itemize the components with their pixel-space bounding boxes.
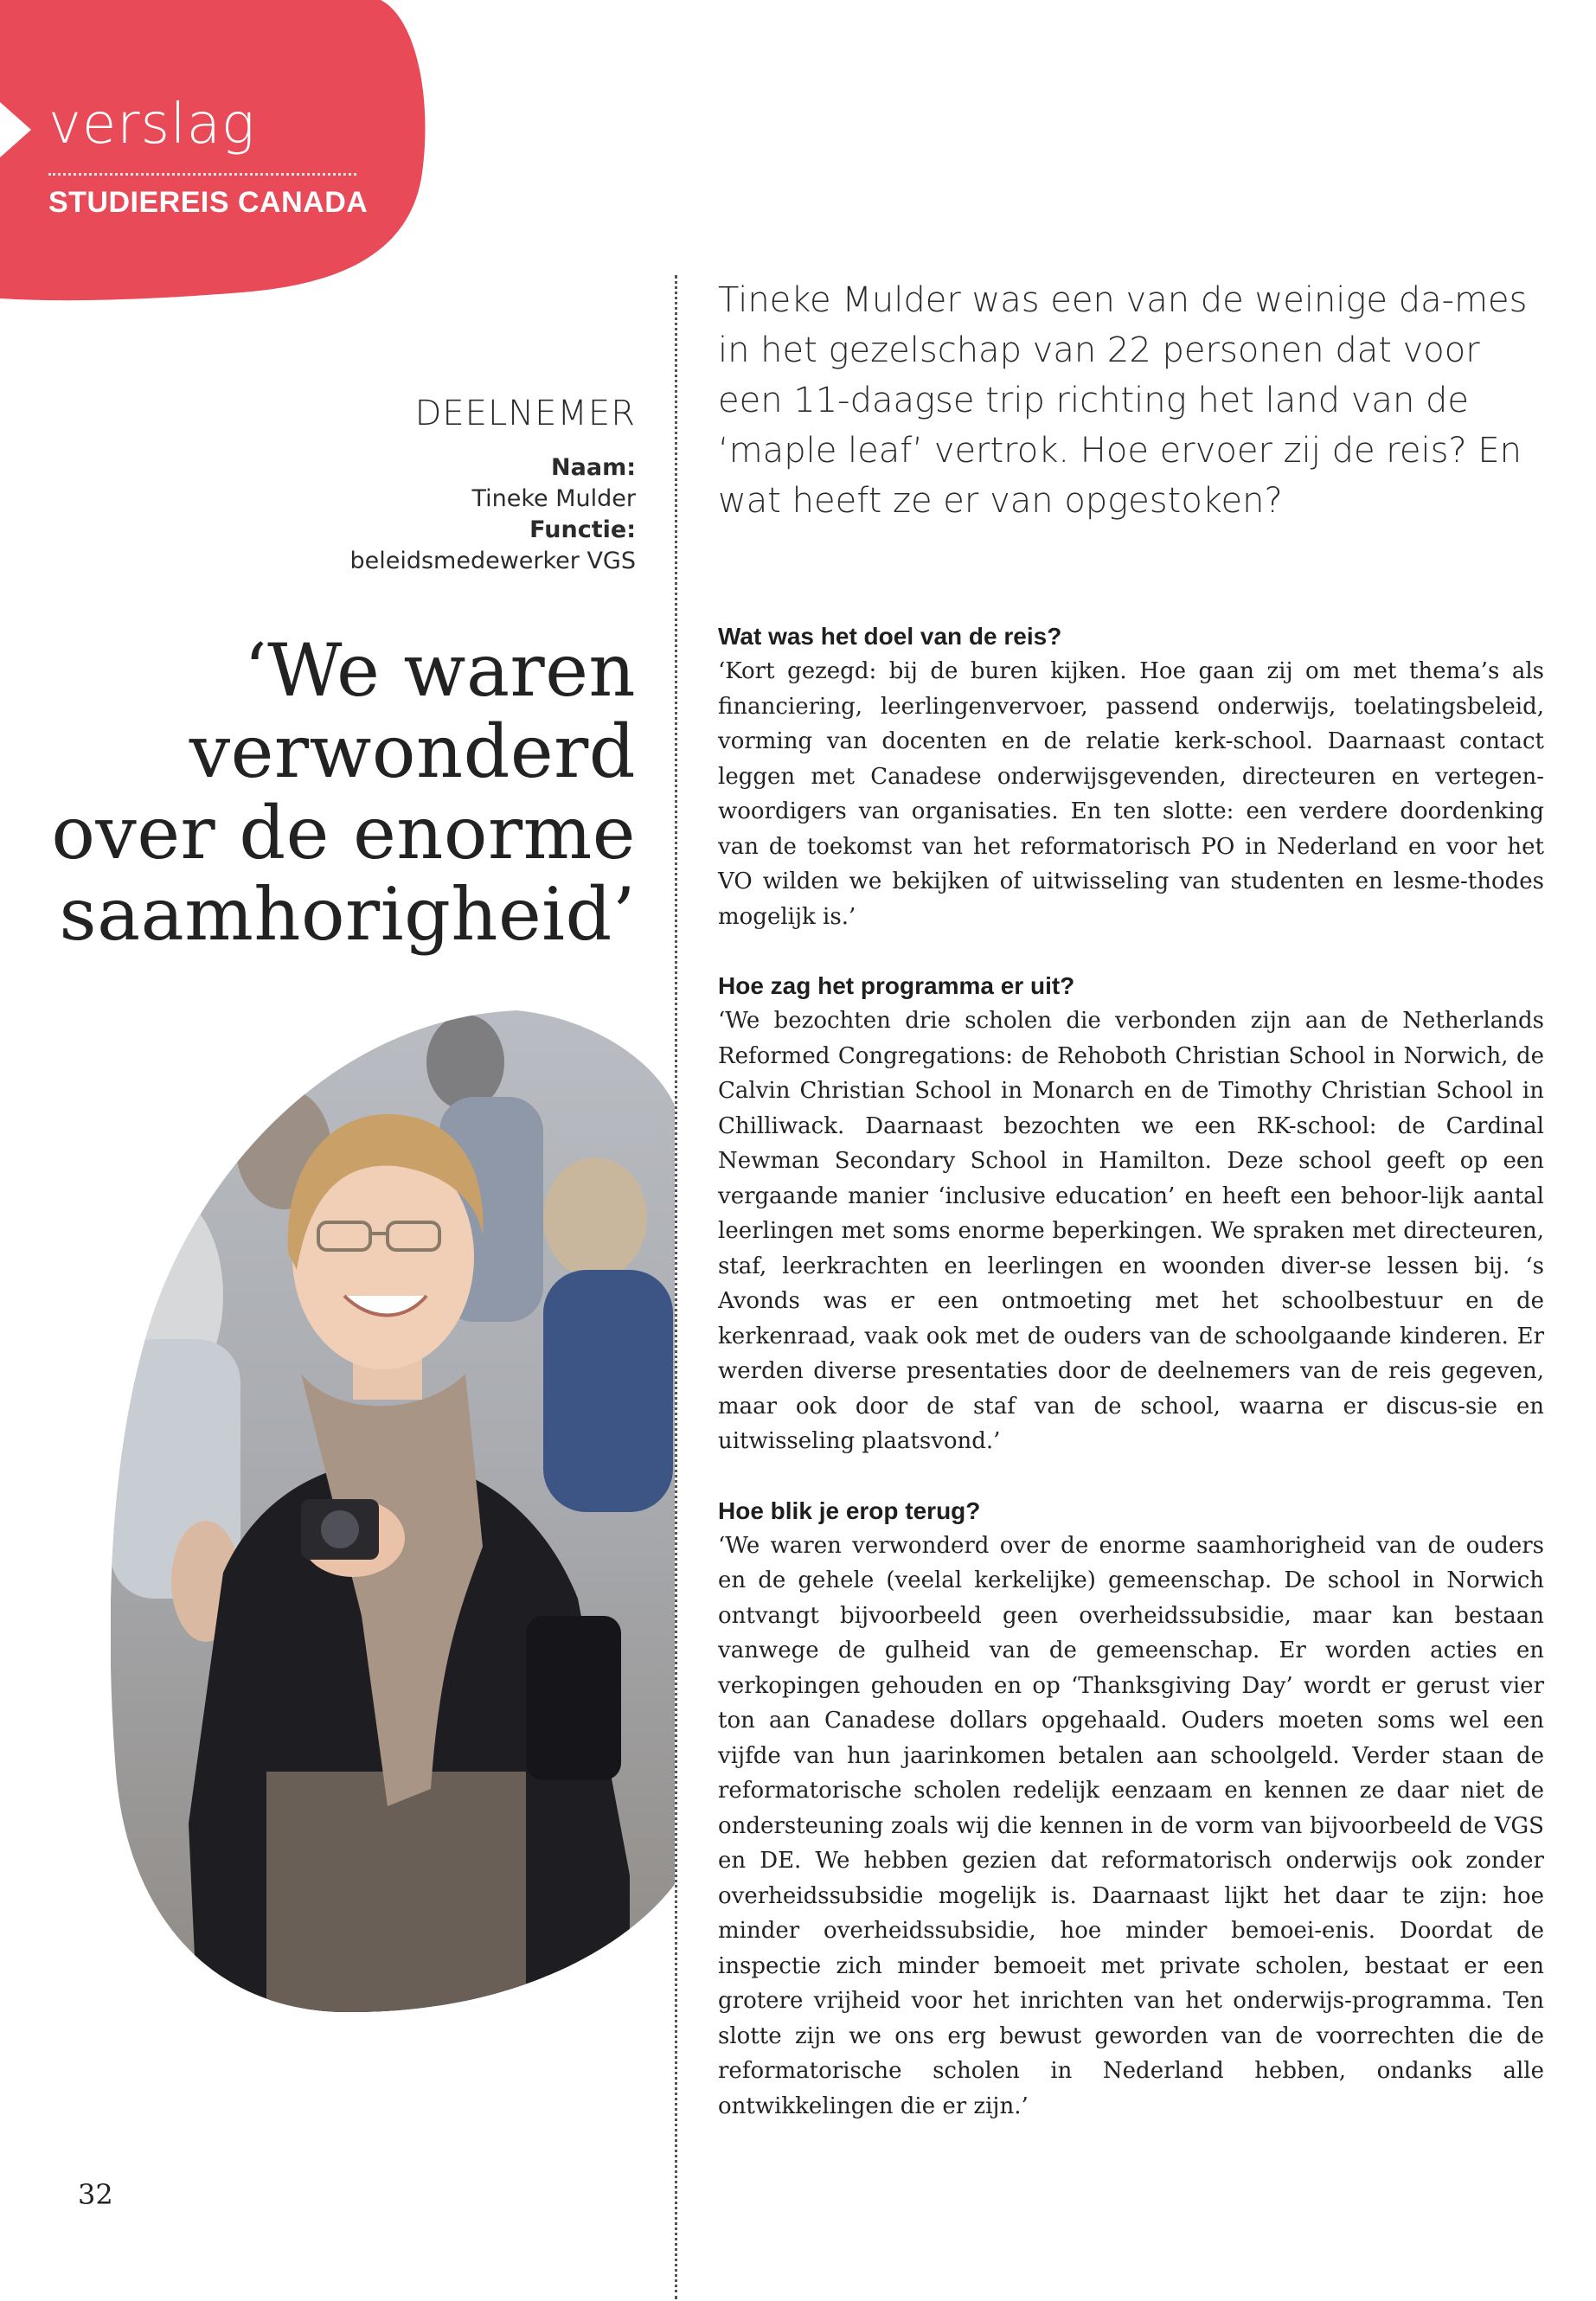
pull-quote	[0, 630, 636, 955]
answer-paragraph: ‘Kort gezegd: bij de buren kijken. Hoe gaan zij om met thema’s als financiering, leerlingenvervoer, passend onderwijs, toelatingsbeleid, vorming van docenten en de relatie kerk-school. Daarnaast contact leggen met Canadese onderwijsgevenden, directeuren en vertegen-woordigers van organisaties. En ten slotte: een verdere doordenking van de toekomst van het reformatorisch PO in Nederland en voor het VO wilden we bekijken of uitwisseling van studenten en lesme-thodes mogelijk is.’	[718, 658, 1544, 930]
question-heading: Hoe blik je erop terug?	[718, 1497, 981, 1524]
article-intro: Tineke Mulder was een van de weinige da-mes in het gezelschap van 22 personen dat voor een 11-daagse trip richting het land van de ‘maple leaf’ vertrok. Hoe ervoer zij de reis? En wat heeft ze er van opgestoken?	[718, 280, 1528, 521]
quote-line: over de enorme	[51, 791, 636, 875]
participant-heading: DEELNEMER	[414, 394, 636, 433]
function-label: Functie:	[529, 516, 636, 543]
portrait-photo	[111, 1010, 675, 2014]
question-heading: Hoe zag het programma er uit?	[718, 972, 1075, 999]
name-label: Naam:	[551, 454, 636, 481]
section-subtitle: STUDIEREIS CANADA	[48, 186, 369, 219]
page-number: 32	[78, 2178, 113, 2211]
article-body	[718, 619, 1544, 2158]
question-heading: Wat was het doel van de reis?	[718, 623, 1062, 650]
quote-line: ‘We waren	[243, 628, 636, 713]
quote-line: verwonderd	[189, 709, 636, 794]
column-divider	[675, 275, 677, 2299]
quote-line: saamhorigheid’	[59, 872, 636, 957]
header-divider	[48, 173, 356, 176]
participant-function: beleidsmedewerker VGS	[349, 548, 636, 574]
answer-paragraph: ‘We bezochten drie scholen die verbonden zijn aan de Netherlands Reformed Congregations: de Rehoboth Christian School in Norwich, de Calvin Christian School in Monarch en de Timothy Christian School in Chilliwack. Daarnaast bezochten we een RK-school: de Cardinal Newman Secondary School in Hamilton. Deze school geeft op een vergaande manier ‘inclusive education’ en heeft een behoor-lijk aantal leerlingen met soms enorme beperkingen. We spraken met directeuren, staf, leerkrachten en leerlingen en woonden diver-se lessen bij. ‘s Avonds was er een ontmoeting met het schoolbestuur en de kerkenraad, vaak ook met de ouders van de schoolgaande kinderen. Er werden diverse presentaties door de deelnemers van de reis gegeven, maar ook door de staf van de school, waarna er discus-sie en uitwisseling plaatsvond.’	[718, 1008, 1544, 1454]
answer-paragraph: ‘We waren verwonderd over de enorme saamhorigheid van de ouders en de gehele (veelal kerkelijke) gemeenschap. De school in Norwich ontvangt bijvoorbeeld geen overheidssubsidie, maar kan bestaan vanwege de gulheid van de gemeenschap. Er worden acties en verkopingen gehouden en op ‘Thanksgiving Day’ wordt er gerust vier ton aan Canadese dollars opgehaald. Ouders moeten soms wel een vijfde van hun jaarinkomen betalen aan schoolgeld. Verder staan de reformatorische scholen redelijk eenzaam en kennen ze daar niet de ondersteuning zoals wij die kennen in de vorm van bijvoorbeeld de VGS en DE. We hebben gezien dat reformatorisch onderwijs ook zonder overheidssubsidie mogelijk is. Daarnaast lijkt het daar te zijn: hoe minder overheidssubsidie, hoe minder bemoei-enis. Doordat de inspectie zich minder bemoeit met private scholen, bestaat er een grotere vrijheid voor het inrichten van het onderwijs-programma. Ten slotte zijn we ons erg bewust geworden van de voorrechten die de reformatorische scholen in Nederland hebben, ondanks alle ontwikkelingen die er zijn.’	[718, 1532, 1544, 2119]
section-label: verslag	[48, 93, 256, 157]
participant-info	[82, 394, 636, 577]
participant-name: Tineke Mulder	[471, 485, 636, 512]
